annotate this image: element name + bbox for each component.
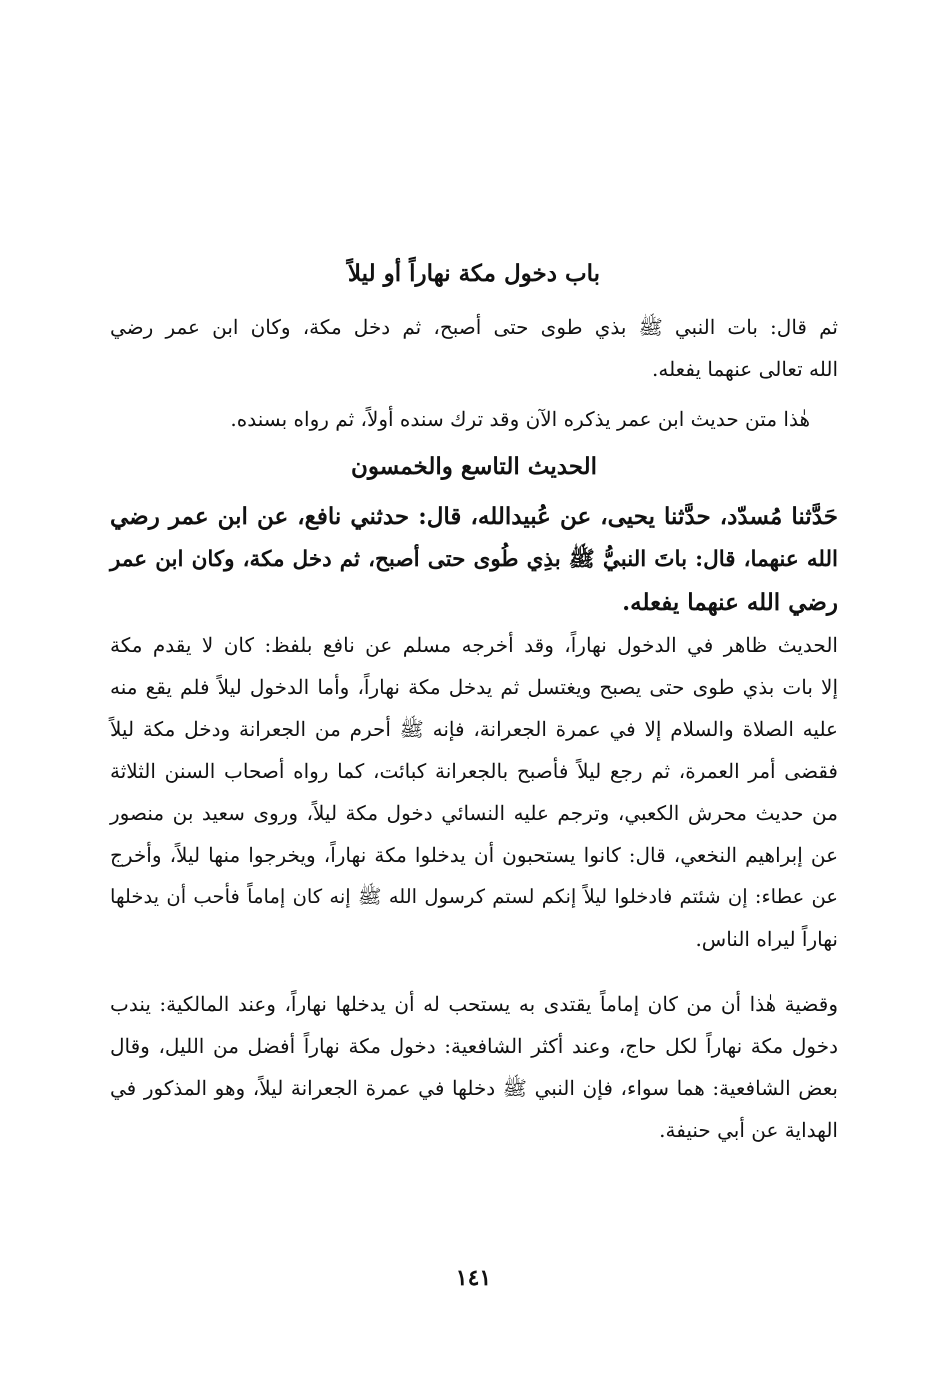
text-line: نهاراً ليراه الناس. — [695, 927, 838, 951]
text-line: الحديث ظاهر في الدخول نهاراً، وقد أخرجه مسلم عن نافع بلفظ: كان لا يقدم مكة — [110, 633, 838, 657]
text-line: ثم قال: بات النبي ﷺ بذي طوى حتى أصبح، ثم دخل مكة، وكان ابن عمر رضي — [110, 315, 838, 339]
text-line: بعض الشافعية: هما سواء، فإن النبي ﷺ دخلها في عمرة الجعرانة ليلاً، وهو المذكور في — [110, 1076, 838, 1100]
text-line: عن عطاء: إن شئتم فادخلوا ليلاً إنكم لستم كرسول الله ﷺ إنه كان إماماً فأحب أن يدخلها — [110, 885, 838, 908]
note-paragraph — [110, 398, 838, 440]
chapter-title: باب دخول مكة نهاراً أو ليلاً — [347, 260, 601, 287]
text-line: من حديث محرش الكعبي، وترجم عليه النسائي دخول مكة ليلاً، وروى سعيد بن منصور — [110, 801, 838, 825]
text-line: الله تعالى عنهما يفعله. — [651, 357, 838, 381]
text-line: إلا بات بذي طوى حتى يصبح ويغتسل ثم يدخل مكة نهاراً، وأما الدخول ليلاً فلم يقع منه — [110, 675, 838, 699]
text-line: حَدَّثنا مُسدّد، حدَّثنا يحيى، عن عُبيدالله، قال: حدثني نافع، عن ابن عمر رضي — [110, 503, 838, 530]
hadith-title: الحديث التاسع والخمسون — [350, 453, 598, 480]
text-line: عن إبراهيم النخعي، قال: كانوا يستحبون أن يدخلوا مكة نهاراً، ويخرجوا منها ليلاً، وأخرج — [110, 843, 838, 867]
text-line: دخول مكة نهاراً لكل حاج، وعند أكثر الشافعية: دخول مكة نهاراً أفضل من الليل، وقال — [110, 1034, 838, 1058]
text-line: هٰذا متن حديث ابن عمر يذكره الآن وقد ترك سنده أولاً، ثم رواه بسنده. — [230, 407, 810, 431]
text-line: وقضية هٰذا أن من كان إماماً يقتدى به يستحب له أن يدخلها نهاراً، وعند المالكية: يندب — [110, 992, 838, 1016]
commentary-paragraph-1 — [110, 624, 838, 960]
text-line: الهداية عن أبي حنيفة. — [659, 1118, 838, 1142]
hadith-text — [110, 495, 838, 624]
text-line: عليه الصلاة والسلام إلا في عمرة الجعرانة، فإنه ﷺ أحرم من الجعرانة ودخل مكة ليلاً — [110, 717, 838, 741]
text-line: الله عنهما، قال: باتَ النبيُّ ﷺ بذِي طُوى حتى أصبح، ثم دخل مكة، وكان ابن عمر — [110, 547, 838, 572]
page-number: ١٤١ — [455, 1265, 492, 1291]
commentary-paragraph-2 — [110, 983, 838, 1151]
text-line: فقضى أمر العمرة، ثم رجع ليلاً فأصبح بالجعرانة كبائت، كما رواه أصحاب السنن الثلاثة — [110, 759, 838, 783]
text-line: رضي الله عنهما يفعله. — [622, 589, 838, 616]
intro-paragraph — [110, 306, 838, 390]
